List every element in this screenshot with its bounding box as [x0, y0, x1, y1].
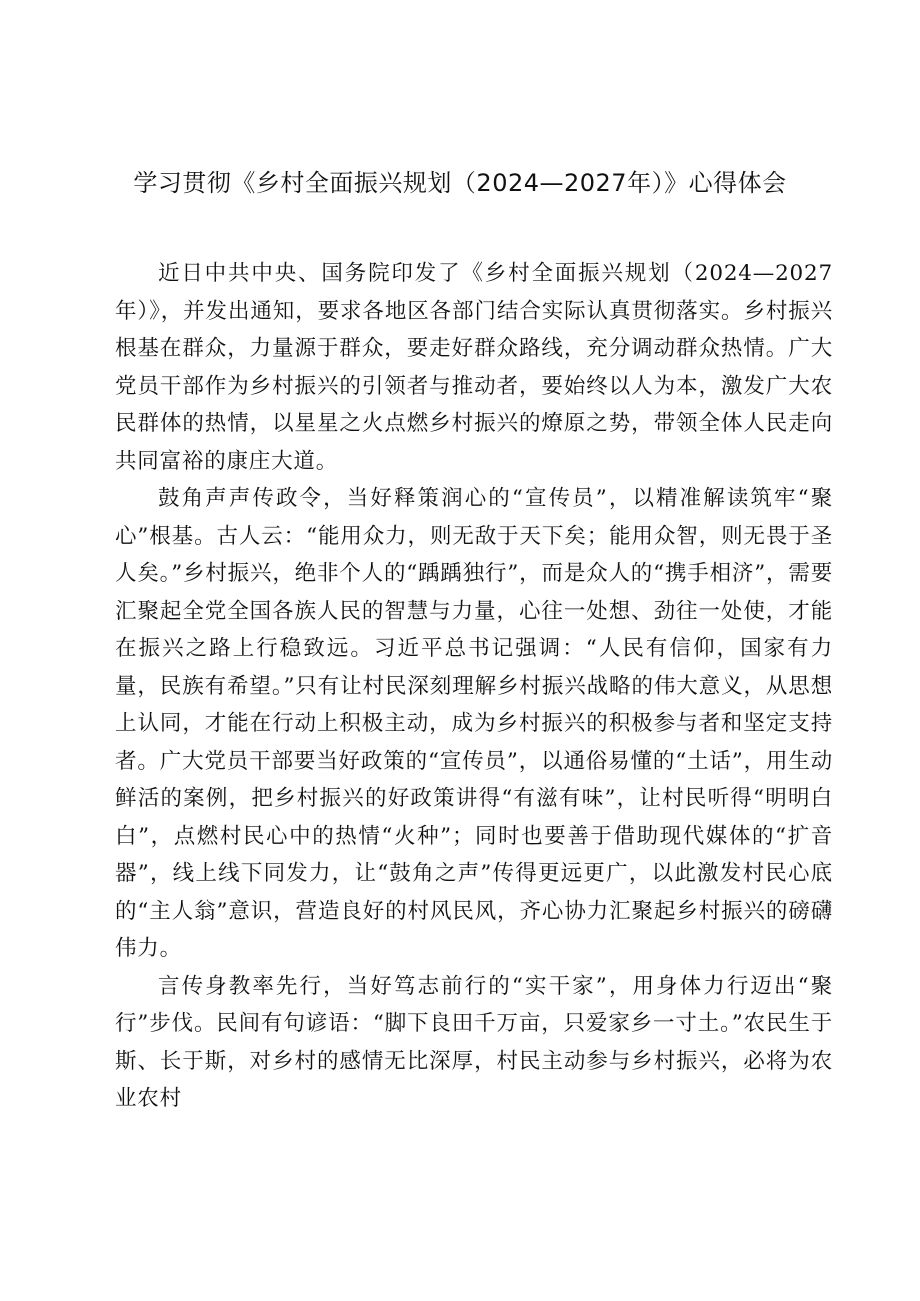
document-title: 学习贯彻《乡村全面振兴规划（2024—2027年）》心得体会 [133, 169, 787, 197]
paragraph-practice: 言传身教率先行，当好笃志前行的“实干家”，用身体力行迈出“聚行”步伐。民间有句谚语：“脚下良田千万亩，只爱家乡一寸土。”农民生于斯、长于斯，对乡村的感情无比深厚，村民主动参与乡村振兴，必将为农业农村 [115, 973, 833, 1111]
paragraph-propaganda: 鼓角声声传政令，当好释策润心的“宣传员”，以精准解读筑牢“聚心”根基。古人云：“能用众力，则无敌于天下矣；能用众智，则无畏于圣人矣。”乡村振兴，绝非个人的“踽踽独行”，而是众人的“携手相济”，需要汇聚起全党全国各族人民的智慧与力量，心往一处想、劲往一处使，才能在振兴之路上行稳致远。习近平总书记强调：“人民有信仰，国家有力量，民族有希望。”只有让村民深刻理解乡村振兴战略的伟大意义，从思想上认同，才能在行动上积极主动，成为乡村振兴的积极参与者和坚定支持者。广大党员干部要当好政策的“宣传员”，以通俗易懂的“土话”，用生动鲜活的案例，把乡村振兴的好政策讲得“有滋有味”，让村民听得“明明白白”，点燃村民心中的热情“火种”；同时也要善于借助现代媒体的“扩音器”，线上线下同发力，让“鼓角之声”传得更远更广，以此激发村民心底的“主人翁”意识，营造良好的村风民风，齐心协力汇聚起乡村振兴的磅礴伟力。 [115, 486, 833, 961]
document-body [115, 255, 833, 1118]
paragraph-intro: 近日中共中央、国务院印发了《乡村全面振兴规划（2024—2027年）》，并发出通知，要求各地区各部门结合实际认真贯彻落实。乡村振兴根基在群众，力量源于群众，要走好群众路线，充分调动群众热情。广大党员干部作为乡村振兴的引领者与推动者，要始终以人为本，激发广大农民群体的热情，以星星之火点燃乡村振兴的燎原之势，带领全体人民走向共同富裕的康庄大道。 [115, 261, 833, 474]
